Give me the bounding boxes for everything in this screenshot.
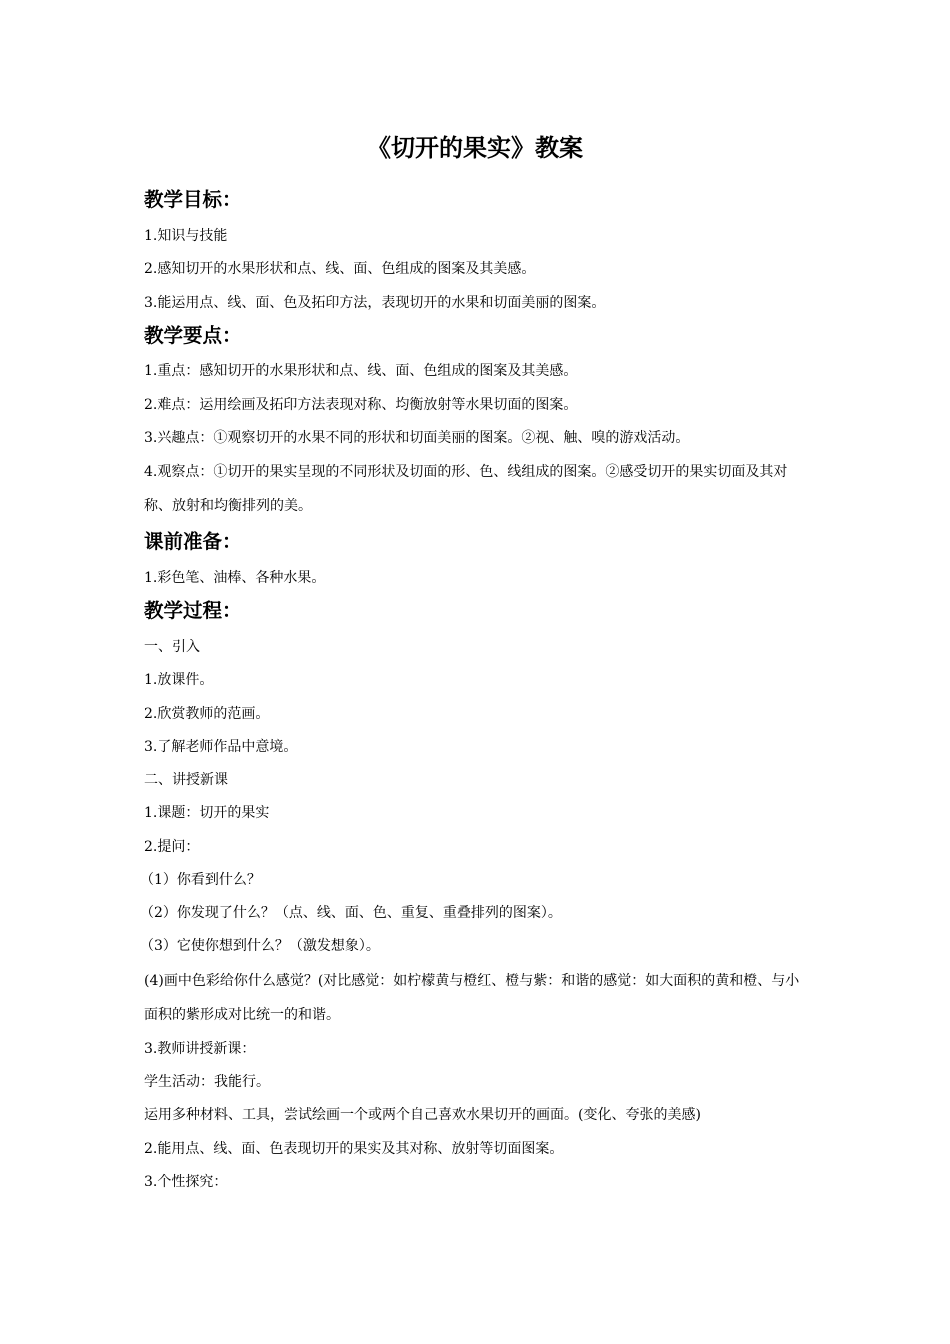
paragraph: 3.个性探究：	[144, 1174, 228, 1190]
paragraph: 3.能运用点、线、面、色及拓印方法，表现切开的水果和切面美丽的图案。	[144, 295, 606, 311]
paragraph: (4)画中色彩给你什么感觉？(对比感觉：如柠檬黄与橙红、橙与紫：和谐的感觉：如大面积的黄和橙、与小面积的紫形成对比统一的和谐。	[144, 973, 800, 1023]
heading-preparation: 课前准备：	[144, 530, 242, 553]
paragraph: 2.提问：	[144, 839, 200, 855]
paragraph: （2）你发现了什么？（点、线、面、色、重复、重叠排列的图案）。	[140, 905, 562, 921]
paragraph: 2.难点：运用绘画及拓印方法表现对称、均衡放射等水果切面的图案。	[144, 397, 578, 413]
heading-process: 教学过程：	[144, 599, 242, 622]
paragraph: 3.教师讲授新课：	[144, 1041, 256, 1057]
paragraph: （1）你看到什么？	[140, 872, 261, 888]
paragraph: 运用多种材料、工具，尝试绘画一个或两个自己喜欢水果切开的画面。(变化、夸张的美感)	[144, 1107, 701, 1123]
paragraph: 1.课题：切开的果实	[144, 805, 270, 821]
paragraph: 3.兴趣点：①观察切开的水果不同的形状和切面美丽的图案。②视、触、嗅的游戏活动。	[144, 430, 690, 446]
paragraph: 1.重点：感知切开的水果形状和点、线、面、色组成的图案及其美感。	[144, 363, 578, 379]
paragraph: 2.能用点、线、面、色表现切开的果实及其对称、放射等切面图案。	[144, 1141, 564, 1157]
document-title: 《切开的果实》教案	[367, 134, 583, 162]
paragraph: 2.欣赏教师的范画。	[144, 706, 270, 722]
paragraph: 1.知识与技能	[144, 228, 228, 244]
paragraph: 学生活动：我能行。	[144, 1074, 270, 1090]
paragraph: 1.彩色笔、油棒、各种水果。	[144, 570, 326, 586]
paragraph: 1.放课件。	[144, 672, 214, 688]
paragraph: 2.感知切开的水果形状和点、线、面、色组成的图案及其美感。	[144, 261, 536, 277]
heading-key-points: 教学要点：	[144, 324, 242, 347]
paragraph: 3.了解老师作品中意境。	[144, 739, 298, 755]
heading-objectives: 教学目标：	[144, 188, 242, 211]
paragraph: 二、讲授新课	[144, 772, 228, 788]
paragraph: 4.观察点：①切开的果实呈现的不同形状及切面的形、色、线组成的图案。②感受切开的果实切面及其对称、放射和均衡排列的美。	[144, 464, 788, 514]
paragraph: 一、引入	[144, 639, 200, 655]
paragraph: （3）它使你想到什么？（激发想象）。	[140, 938, 380, 954]
